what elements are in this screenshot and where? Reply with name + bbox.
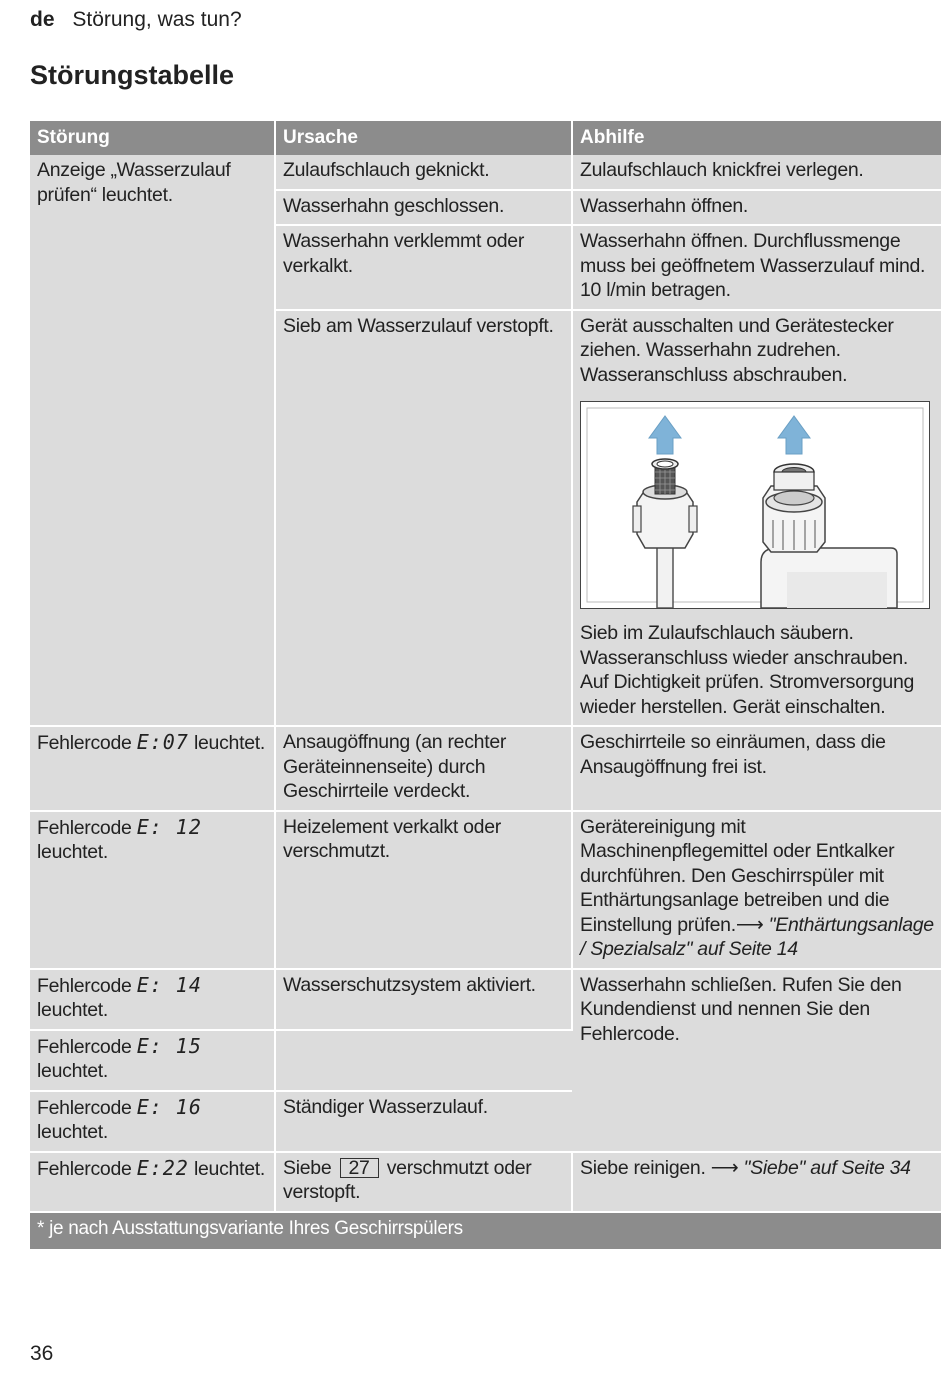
table-header-row (30, 121, 941, 155)
section-title: Störung, was tun? (72, 8, 242, 31)
abhilfe-text: Gerätereinigung mit Maschinenpflegemittel oder Entkalker durchführen. Den Geschirrspüler mit Enthärtungsanlage betreiben und die Einstellung prüfen. (580, 815, 895, 936)
page-header (30, 8, 242, 32)
language-tag: de (30, 8, 55, 31)
ursache-cell (275, 1152, 572, 1212)
page-number: 36 (30, 1342, 54, 1365)
abhilfe-text-after: Sieb im Zulaufschlauch säubern. Wasseranschluss wieder anschrauben. Auf Dichtigkeit prüfen. Stromversorgung wieder herstellen. Gerät einschalten. (580, 622, 915, 718)
ursache-text: Siebe (283, 1156, 332, 1179)
abhilfe-text-before: Gerät ausschalten und Gerätestecker ziehen. Wasserhahn zudrehen. Wasseranschluss abschrauben. (580, 314, 894, 386)
error-code-display: E: 14 (136, 972, 202, 997)
stoerung-cell (30, 1030, 275, 1091)
table-row (30, 155, 941, 190)
part-number-box: 27 (340, 1158, 379, 1178)
table-row (30, 1152, 941, 1212)
abhilfe-cell: Wasserhahn schließen. Rufen Sie den Kundendienst und nennen Sie den Fehlercode. (572, 969, 941, 1152)
column-header-abhilfe: Abhilfe (572, 121, 941, 155)
ursache-text: verschmutzt oder verstopft. (283, 1156, 532, 1203)
table-row (30, 969, 941, 1030)
leuchtet-label: leuchtet. (193, 1157, 265, 1180)
ursache-cell: Heizelement verkalkt oder verschmutzt. (275, 811, 572, 969)
error-code-display: E: 15 (136, 1033, 202, 1058)
abhilfe-cell (572, 310, 941, 727)
error-code-display: E: 16 (136, 1094, 202, 1119)
abhilfe-text: Siebe reinigen. (580, 1156, 706, 1179)
fault-table-container (30, 121, 941, 1251)
ursache-cell: Wasserhahn verklemmt oder verkalkt. (275, 225, 572, 310)
fehlercode-label: Fehlercode (37, 974, 132, 997)
stoerung-cell (30, 811, 275, 969)
page-title: Störungstabelle (30, 60, 235, 90)
leuchtet-label: leuchtet. (37, 1121, 109, 1143)
stoerung-cell (30, 969, 275, 1030)
fehlercode-label: Fehlercode (37, 1157, 132, 1180)
ursache-cell: Wasserschutzsystem aktiviert. (275, 969, 572, 1030)
fehlercode-label: Fehlercode (37, 816, 132, 839)
abhilfe-cell: Wasserhahn öffnen. Durchflussmenge muss bei geöffnetem Wasserzulauf mind. 10 l/min betragen. (572, 225, 941, 310)
error-code-display: E:22 (136, 1155, 189, 1180)
ursache-cell-empty (275, 1030, 572, 1091)
fehlercode-label: Fehlercode (37, 1035, 132, 1058)
page-reference-link[interactable]: "Siebe" auf Seite 34 (743, 1156, 911, 1179)
ursache-cell: Wasserhahn geschlossen. (275, 190, 572, 226)
abhilfe-cell: Wasserhahn öffnen. (572, 190, 941, 226)
ursache-cell: Ständiger Wasserzulauf. (275, 1091, 572, 1152)
stoerung-cell (30, 1091, 275, 1152)
stoerung-cell (30, 1152, 275, 1212)
abhilfe-cell: Zulaufschlauch knickfrei verlegen. (572, 155, 941, 190)
stoerung-cell (30, 726, 275, 811)
error-code-display: E:07 (136, 730, 189, 754)
column-header-stoerung: Störung (30, 121, 275, 155)
fault-table (30, 121, 941, 1251)
error-code-display: E: 12 (136, 814, 202, 839)
table-footnote-row (30, 1212, 941, 1251)
ursache-cell: Sieb am Wasserzulauf verstopft. (275, 310, 572, 727)
footnote: * je nach Ausstattungsvariante Ihres Geschirrspülers (30, 1212, 941, 1251)
arrow-right-icon: ⟶ (710, 1156, 739, 1179)
stoerung-cell: Anzeige „Wasserzulauf prüfen“ leuchtet. (30, 155, 275, 726)
leuchtet-label: leuchtet. (37, 841, 109, 863)
ursache-cell: Zulaufschlauch geknickt. (275, 155, 572, 190)
fehlercode-label: Fehlercode (37, 732, 132, 754)
arrow-right-icon: ⟶ (735, 913, 764, 936)
table-row (30, 811, 941, 969)
abhilfe-cell: Geschirrteile so einräumen, dass die Ansaugöffnung frei ist. (572, 726, 941, 811)
fehlercode-label: Fehlercode (37, 1096, 132, 1119)
leuchtet-label: leuchtet. (193, 732, 265, 754)
column-header-ursache: Ursache (275, 121, 572, 155)
ursache-cell: Ansaugöffnung (an rechter Geräteinnenseite) durch Geschirrteile verdeckt. (275, 726, 572, 811)
leuchtet-label: leuchtet. (37, 1060, 109, 1082)
water-inlet-filter-illustration (580, 401, 930, 609)
leuchtet-label: leuchtet. (37, 999, 109, 1021)
page-reference-link[interactable]: "Enthärtungsanlage / Spezialsalz" auf Seite 14 (580, 913, 934, 960)
table-row (30, 726, 941, 811)
abhilfe-cell (572, 811, 941, 969)
abhilfe-cell (572, 1152, 941, 1212)
